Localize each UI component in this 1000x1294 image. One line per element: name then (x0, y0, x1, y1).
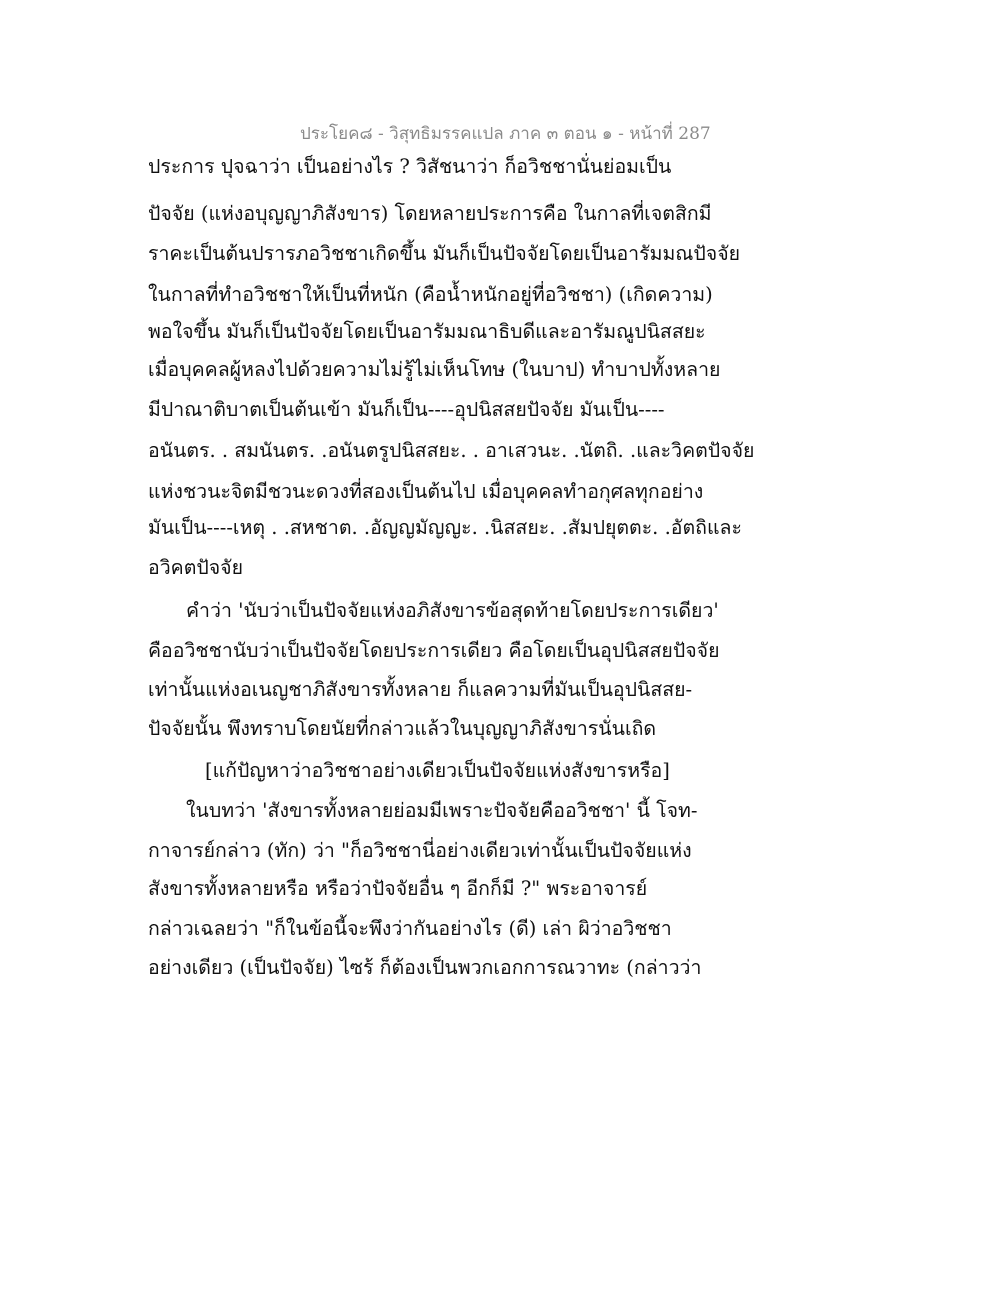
text-line: เท่านั้นแห่งอเนญชาภิสังขารทั้งหลาย ก็แลความที่มันเป็นอุปนิสสย- (148, 678, 693, 701)
text-line: มันเป็น----เหตุ . .สหชาต. .อัญญมัญญะ. .นิสสยะ. .สัมปยุตตะ. .อัตถิและ (148, 516, 742, 539)
text-line: ประการ ปุจฉาว่า เป็นอย่างไร ? วิสัชนาว่า ก็อวิชชานั่นย่อมเป็น (148, 155, 672, 178)
text-line: ปัจจัยนั้น พึงทราบโดยนัยที่กล่าวแล้วในบุญญาภิสังขารนั่นเถิด (148, 717, 657, 740)
text-line: กล่าวเฉลยว่า "ก็ในข้อนี้จะพึงว่ากันอย่างไร (ดี) เล่า ผิว่าอวิชชา (148, 917, 672, 940)
text-line: อนันตร. . สมนันตร. .อนันตรูปนิสสยะ. . อาเสวนะ. .นัตถิ. .และวิคตปัจจัย (148, 439, 755, 462)
text-line: อวิคตปัจจัย (148, 556, 244, 579)
section-subheading: [แก้ปัญหาว่าอวิชชาอย่างเดียวเป็นปัจจัยแห่งสังขารหรือ] (205, 759, 670, 782)
text-line: คำว่า 'นับว่าเป็นปัจจัยแห่งอภิสังขารข้อสุดท้ายโดยประการเดียว' (186, 599, 719, 622)
text-line: มีปาณาติบาตเป็นต้นเข้า มันก็เป็น----อุปนิสสยปัจจัย มันเป็น---- (148, 398, 665, 421)
text-line: แห่งชวนะจิตมีชวนะดวงที่สองเป็นต้นไป เมื่อบุคคลทำอกุศลทุกอย่าง (148, 480, 704, 503)
text-line: เมื่อบุคคลผู้หลงไปด้วยความไม่รู้ไม่เห็นโทษ (ในบาป) ทำบาปทั้งหลาย (148, 358, 721, 381)
text-line: คืออวิชชานับว่าเป็นปัจจัยโดยประการเดียว คือโดยเป็นอุปนิสสยปัจจัย (148, 639, 720, 662)
text-line: ในกาลที่ทำอวิชชาให้เป็นที่หนัก (คือน้ำหนักอยู่ที่อวิชชา) (เกิดความ) (148, 283, 713, 306)
text-line: ปัจจัย (แห่งอบุญญาภิสังขาร) โดยหลายประการคือ ในกาลที่เจตสิกมี (148, 202, 712, 225)
text-line: พอใจขึ้น มันก็เป็นปัจจัยโดยเป็นอารัมมณาธิบดีและอารัมณูปนิสสยะ (148, 320, 706, 343)
text-line: กาจารย์กล่าว (ทัก) ว่า "ก็อวิชชานี่อย่างเดียวเท่านั้นเป็นปัจจัยแห่ง (148, 839, 692, 862)
page-header: ประโยค๘ - วิสุทธิมรรคแปล ภาค ๓ ตอน ๑ - หน้าที่ 287 (300, 124, 711, 144)
text-line: อย่างเดียว (เป็นปัจจัย) ไซร้ ก็ต้องเป็นพวกเอกการณวาทะ (กล่าวว่า (148, 956, 702, 979)
text-line: ราคะเป็นต้นปรารภอวิชชาเกิดขึ้น มันก็เป็นปัจจัยโดยเป็นอารัมมณปัจจัย (148, 242, 741, 265)
text-line: ในบทว่า 'สังขารทั้งหลายย่อมมีเพราะปัจจัยคืออวิชชา' นี้ โจท- (186, 799, 698, 822)
text-line: สังขารทั้งหลายหรือ หรือว่าปัจจัยอื่น ๆ อีกก็มี ?" พระอาจารย์ (148, 877, 648, 900)
